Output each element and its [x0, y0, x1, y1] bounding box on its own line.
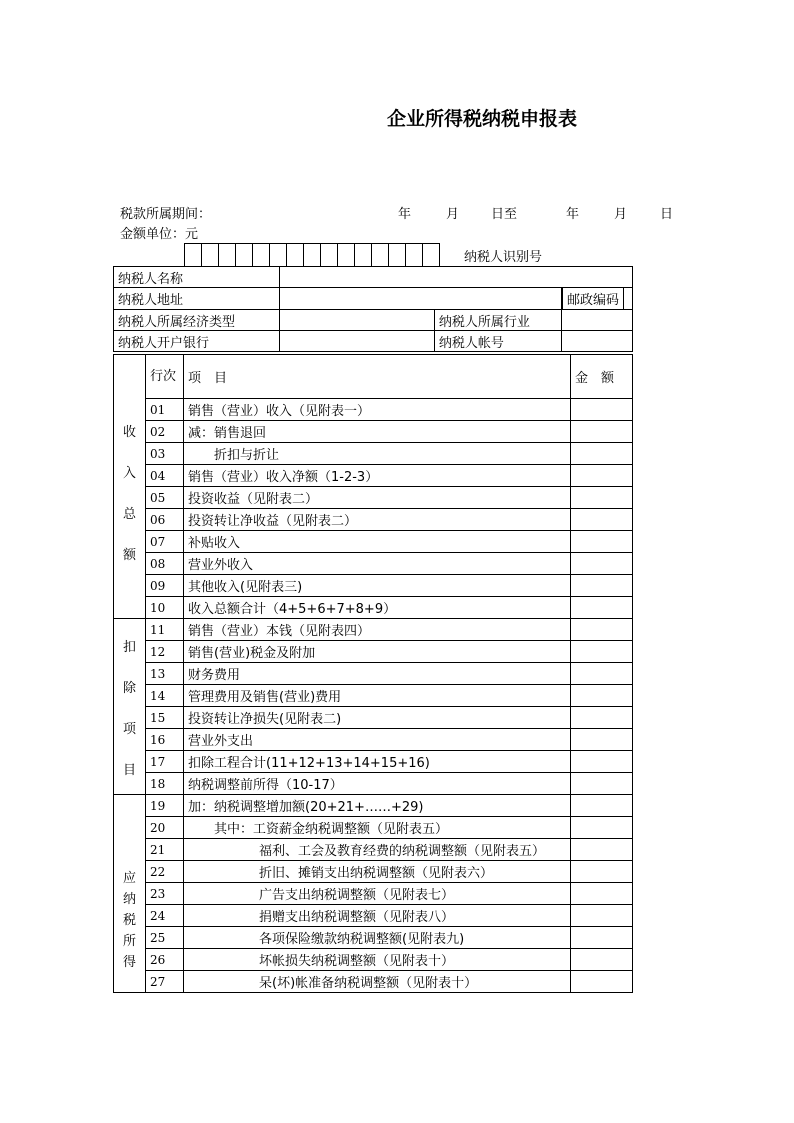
item-label: 财务费用 — [184, 663, 571, 685]
table-row — [114, 421, 633, 443]
item-label: 其中：工资薪金纳税调整额（见附表五） — [184, 817, 571, 839]
period-year-start: 年 — [398, 207, 412, 222]
item-label: 坏帐损失纳税调整额（见附表十） — [184, 949, 571, 971]
taxpayer-name-label: 纳税人名称 — [114, 267, 280, 288]
section-char: 除 — [122, 680, 136, 696]
table-row — [114, 685, 633, 707]
table-row — [114, 597, 633, 619]
section-char: 项 — [122, 721, 136, 737]
table-row — [114, 751, 633, 773]
table-row — [114, 487, 633, 509]
item-label: 营业外收入 — [184, 553, 571, 575]
line-no: 16 — [146, 729, 184, 751]
amount-field[interactable] — [571, 773, 633, 795]
amount-field[interactable] — [571, 883, 633, 905]
item-label: 纳税调整前所得（10-17） — [184, 773, 571, 795]
econ-type-label: 纳税人所属经济类型 — [114, 310, 280, 331]
section-char: 总 — [122, 506, 136, 522]
amount-field[interactable] — [571, 927, 633, 949]
id-digit-box[interactable] — [304, 244, 321, 266]
amount-field[interactable] — [571, 553, 633, 575]
amount-field[interactable] — [571, 905, 633, 927]
amount-field[interactable] — [571, 399, 633, 421]
postcode-field[interactable] — [624, 288, 633, 309]
line-no: 21 — [146, 839, 184, 861]
bank-field[interactable] — [279, 331, 434, 352]
item-header: 项 目 — [184, 355, 571, 399]
item-label: 福利、工会及教育经费的纳税调整额（见附表五） — [184, 839, 571, 861]
amount-field[interactable] — [571, 795, 633, 817]
bank-label: 纳税人开户银行 — [114, 331, 280, 352]
taxpayer-id-boxes[interactable] — [184, 243, 440, 267]
item-label: 扣除工程合计(11+12+13+14+15+16) — [184, 751, 571, 773]
section-char: 得 — [122, 955, 136, 970]
table-row — [114, 465, 633, 487]
account-field[interactable] — [561, 331, 632, 352]
amount-field[interactable] — [571, 839, 633, 861]
taxpayer-id-label: 纳税人识别号 — [464, 250, 543, 265]
id-digit-box[interactable] — [202, 244, 219, 266]
taxpayer-info-table — [113, 266, 633, 352]
section-char: 税 — [122, 913, 136, 928]
item-label: 折旧、摊销支出纳税调整额（见附表六） — [184, 861, 571, 883]
amount-field[interactable] — [571, 443, 633, 465]
table-row — [114, 927, 633, 949]
table-row — [114, 707, 633, 729]
amount-field[interactable] — [571, 597, 633, 619]
industry-label: 纳税人所属行业 — [434, 310, 561, 331]
line-no: 08 — [146, 553, 184, 575]
line-no: 02 — [146, 421, 184, 443]
amount-field[interactable] — [571, 729, 633, 751]
item-label: 呆(坏)帐准备纳税调整额（见附表十） — [184, 971, 571, 993]
table-row — [114, 553, 633, 575]
item-label: 折扣与折让 — [184, 443, 571, 465]
section-deduct — [114, 619, 146, 795]
line-no: 26 — [146, 949, 184, 971]
item-label: 管理费用及销售(营业)费用 — [184, 685, 571, 707]
table-row — [114, 971, 633, 993]
line-no: 03 — [146, 443, 184, 465]
amount-field[interactable] — [571, 619, 633, 641]
section-char: 收 — [122, 424, 136, 440]
line-no: 22 — [146, 861, 184, 883]
period-month-start: 月 — [446, 207, 460, 222]
id-digit-box[interactable] — [338, 244, 355, 266]
declaration-table — [113, 354, 633, 993]
amount-field[interactable] — [571, 641, 633, 663]
table-row — [114, 817, 633, 839]
section-char: 入 — [122, 465, 136, 481]
table-row — [114, 949, 633, 971]
id-digit-box[interactable] — [219, 244, 236, 266]
item-label: 营业外支出 — [184, 729, 571, 751]
id-digit-box[interactable] — [321, 244, 338, 266]
line-no: 11 — [146, 619, 184, 641]
amount-field[interactable] — [571, 663, 633, 685]
id-digit-box[interactable] — [253, 244, 270, 266]
line-no: 14 — [146, 685, 184, 707]
amount-field[interactable] — [571, 861, 633, 883]
postcode-label: 邮政编码 — [562, 288, 623, 309]
item-label: 其他收入(见附表三) — [184, 575, 571, 597]
period-label: 税款所属期间： — [120, 207, 212, 222]
table-row — [114, 663, 633, 685]
id-digit-box[interactable] — [406, 244, 423, 266]
amount-header: 金 额 — [571, 355, 633, 399]
econ-type-field[interactable] — [279, 310, 434, 331]
item-label: 补贴收入 — [184, 531, 571, 553]
table-row — [114, 883, 633, 905]
postcode-cell — [561, 288, 632, 310]
line-no: 13 — [146, 663, 184, 685]
line-no: 23 — [146, 883, 184, 905]
amount-field[interactable] — [571, 971, 633, 993]
item-label: 投资转让净损失(见附表二) — [184, 707, 571, 729]
table-row — [114, 509, 633, 531]
table-row — [114, 729, 633, 751]
item-label: 收入总额合计（4+5+6+7+8+9） — [184, 597, 571, 619]
period-year-end: 年 — [566, 207, 580, 222]
item-label: 广告支出纳税调整额（见附表七） — [184, 883, 571, 905]
page-title: 企业所得税纳税申报表 — [386, 108, 577, 130]
table-row — [114, 861, 633, 883]
table-row — [114, 905, 633, 927]
taxpayer-address-field[interactable] — [279, 288, 561, 310]
line-no: 06 — [146, 509, 184, 531]
line-no: 04 — [146, 465, 184, 487]
table-row — [114, 531, 633, 553]
id-digit-box[interactable] — [185, 244, 202, 266]
section-char: 应 — [122, 871, 136, 886]
item-label: 销售（营业）收入净额（1-2-3） — [184, 465, 571, 487]
id-digit-box[interactable] — [423, 244, 440, 266]
line-no: 07 — [146, 531, 184, 553]
item-label: 销售(营业)税金及附加 — [184, 641, 571, 663]
amount-field[interactable] — [571, 531, 633, 553]
line-no: 25 — [146, 927, 184, 949]
table-row — [114, 443, 633, 465]
table-row — [114, 839, 633, 861]
line-no-header: 行次 — [146, 355, 184, 399]
account-label: 纳税人帐号 — [434, 331, 561, 352]
line-no: 15 — [146, 707, 184, 729]
taxpayer-address-label: 纳税人地址 — [114, 288, 280, 310]
id-digit-box[interactable] — [236, 244, 253, 266]
line-no: 10 — [146, 597, 184, 619]
section-char: 目 — [122, 762, 136, 778]
period-day-end: 日 — [660, 207, 674, 222]
line-no: 20 — [146, 817, 184, 839]
item-label: 捐赠支出纳税调整额（见附表八） — [184, 905, 571, 927]
table-row — [114, 641, 633, 663]
section-char: 扣 — [122, 639, 136, 655]
section-income — [114, 355, 146, 619]
table-row — [114, 619, 633, 641]
period-month-end: 月 — [614, 207, 628, 222]
amount-field[interactable] — [571, 575, 633, 597]
id-digit-box[interactable] — [372, 244, 389, 266]
item-label: 销售（营业）收入（见附表一） — [184, 399, 571, 421]
line-no: 27 — [146, 971, 184, 993]
id-digit-box[interactable] — [355, 244, 372, 266]
line-no: 01 — [146, 399, 184, 421]
table-row — [114, 575, 633, 597]
amount-field[interactable] — [571, 465, 633, 487]
line-no: 09 — [146, 575, 184, 597]
section-char: 所 — [122, 934, 136, 949]
section-taxable — [114, 795, 146, 993]
line-no: 19 — [146, 795, 184, 817]
item-label: 投资转让净收益（见附表二） — [184, 509, 571, 531]
line-no: 17 — [146, 751, 184, 773]
amount-field[interactable] — [571, 949, 633, 971]
line-no: 12 — [146, 641, 184, 663]
amount-field[interactable] — [571, 685, 633, 707]
period-day-to: 日至 — [491, 207, 518, 222]
amount-field[interactable] — [571, 509, 633, 531]
table-row — [114, 773, 633, 795]
table-row — [114, 795, 633, 817]
item-label: 加：纳税调整增加额(20+21+……+29) — [184, 795, 571, 817]
id-digit-box[interactable] — [270, 244, 287, 266]
id-digit-box[interactable] — [389, 244, 406, 266]
industry-field[interactable] — [561, 310, 632, 331]
amount-field[interactable] — [571, 817, 633, 839]
taxpayer-name-field[interactable] — [279, 267, 632, 288]
line-no: 24 — [146, 905, 184, 927]
amount-field[interactable] — [571, 487, 633, 509]
amount-field[interactable] — [571, 707, 633, 729]
table-row — [114, 399, 633, 421]
section-char: 额 — [122, 547, 136, 563]
item-label: 各项保险缴款纳税调整额(见附表九) — [184, 927, 571, 949]
line-no: 05 — [146, 487, 184, 509]
amount-field[interactable] — [571, 421, 633, 443]
item-label: 销售（营业）本钱（见附表四） — [184, 619, 571, 641]
amount-field[interactable] — [571, 751, 633, 773]
item-label: 投资收益（见附表二） — [184, 487, 571, 509]
item-label: 减：销售退回 — [184, 421, 571, 443]
amount-unit: 金额单位：元 — [120, 227, 199, 242]
id-digit-box[interactable] — [287, 244, 304, 266]
line-no: 18 — [146, 773, 184, 795]
section-char: 纳 — [122, 892, 136, 907]
